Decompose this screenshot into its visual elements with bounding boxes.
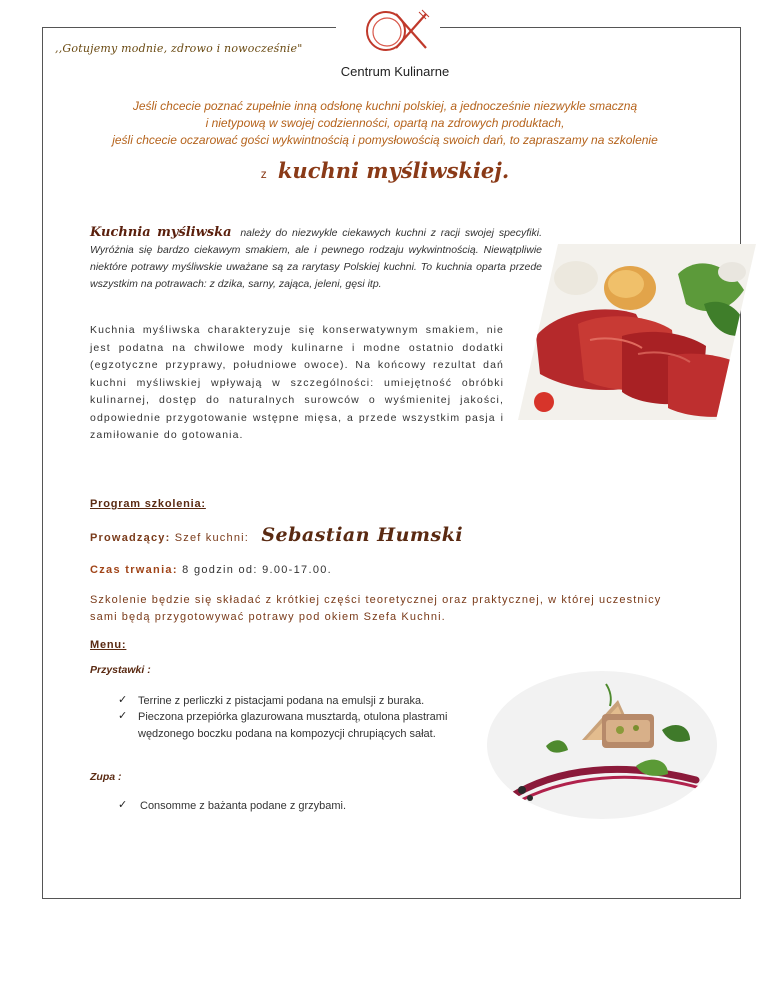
section2-paragraph: Kuchnia myśliwska charakteryzuje się konserwatywnym smakiem, nie jest podatna na chwilowe mody kulinarne i modne ostatnio dodatki (egzotyczne przyprawy, południowe owoce). Na końcowy rezultat dań kuchni myśliwskiej wpływają w szczególności: umiejętność obróbki kulinarnej, dostęp do naturalnych surowców o wyśmienitej jakości, odpowiednie przygotowanie wstępne mięsa, a przede wszystkim pasja i zamiłowanie do gotowania. <box>90 324 504 441</box>
section1-lead: Kuchnia myśliwska <box>90 225 232 240</box>
program-heading: Program szkolenia: <box>90 498 206 510</box>
plate-fork-knife-logo-icon <box>356 6 432 56</box>
soup-heading: Zupa : <box>90 771 122 783</box>
instructor-role: Szef kuchni: <box>174 532 250 544</box>
list-item: Pieczona przepiórka glazurowana musztardą, otulona plastrami wędzonego boczku podana na kompozycji chrupiących sałat. <box>138 711 448 740</box>
intro-title <box>70 158 700 183</box>
check-icon: ✓ <box>118 709 128 722</box>
frame-line <box>740 27 741 899</box>
frame-line <box>42 27 336 28</box>
intro-line: Jeśli chcecie poznać zupełnie inną odsłonę kuchni polskiej, a jednocześnie niezwykle smaczną <box>132 99 638 113</box>
program-description: Szkolenie będzie się składać z krótkiej części teoretycznej oraz praktycznej, w której uczestnicy sami będą przygotowywać potrawy pod okiem Szefa Kuchni. <box>90 594 662 623</box>
instructor-row <box>90 524 650 546</box>
chef-name: Sebastian Humski <box>261 524 464 546</box>
intro-title-prefix: z <box>260 167 267 181</box>
menu-heading: Menu: <box>90 639 127 651</box>
duration-row <box>90 564 332 576</box>
appetizers-heading: Przystawki : <box>90 664 151 676</box>
brand-name: Centrum Kulinarne <box>340 64 450 79</box>
check-icon: ✓ <box>118 798 128 811</box>
section1-text: należy do niezwykle ciekawych kuchni z racji swojej specyfiki. Wyróżnia się bardzo ciekawym smakiem, ale i pewnego rodzaju wykwintnością. Niewątpliwie niektóre potrawy myśliwskie uważane są za rarytasy Polskiej kuchni. To kuchnia oparta przede wszystkim na potrawach: z dzika, sarny, zająca, jeleni, gęsi itp. <box>90 227 542 290</box>
terrine-dish-photo <box>486 670 718 820</box>
motto: ,,Gotujemy modnie, zdrowo i nowocześnie" <box>55 42 303 55</box>
section1-paragraph <box>90 224 542 293</box>
frame-line <box>42 27 43 899</box>
instructor-label: Prowadzący: <box>90 532 171 544</box>
list-item: Consomme z bażanta podane z grzybami. <box>140 800 347 812</box>
check-icon: ✓ <box>118 693 128 706</box>
frame-line <box>42 898 741 899</box>
intro-title-main: kuchni myśliwskiej. <box>277 158 510 183</box>
intro-line: jeśli chcecie oczarować gości wykwintnością i pomysłowością swoich dań, to zapraszamy na szkolenie <box>112 133 658 147</box>
venison-meat-photo <box>518 244 756 420</box>
duration-value: 8 godzin od: 9.00-17.00. <box>182 564 333 576</box>
intro-line: i nietypową w swojej codzienności, opartą na zdrowych produktach, <box>205 116 565 130</box>
list-item: Terrine z perliczki z pistacjami podana na emulsji z buraka. <box>138 695 425 707</box>
frame-line <box>440 27 740 28</box>
duration-label: Czas trwania: <box>90 564 178 576</box>
intro-text <box>70 98 700 149</box>
